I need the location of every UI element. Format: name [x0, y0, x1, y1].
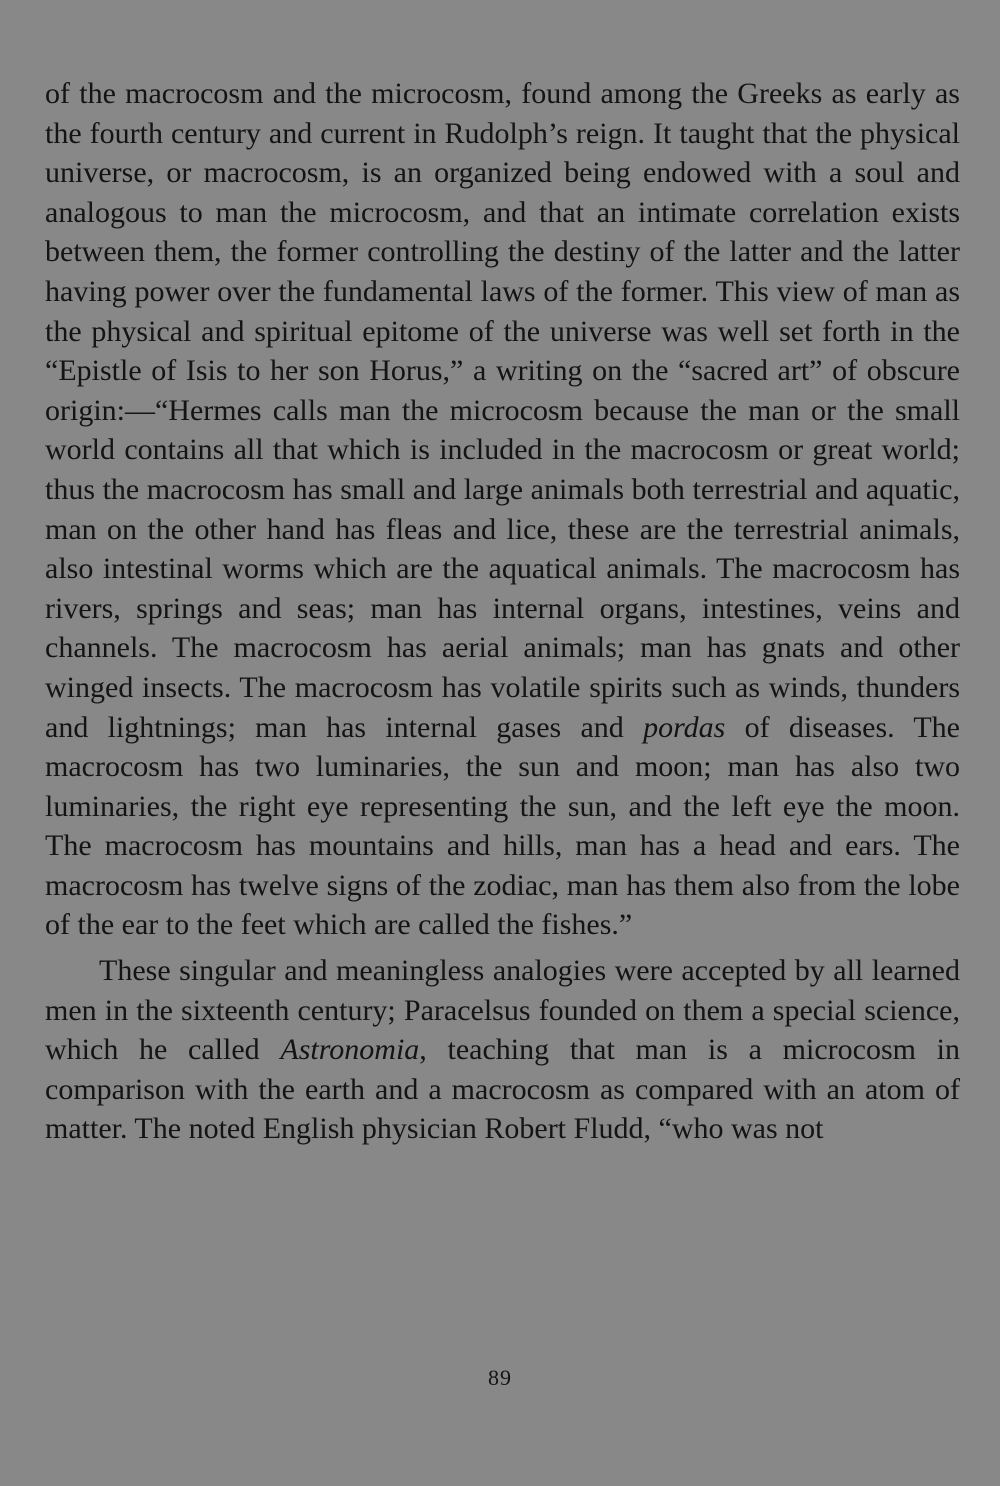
paragraph-2 [45, 951, 960, 1149]
paragraph-2-text-2: , teaching that man is a microcosm in comparison with the earth and a macrocosm as compared with an atom of matter. The noted English physician Robert Fludd, “who was not [45, 1033, 960, 1146]
page-number: 89 [488, 1365, 512, 1390]
paragraph-1-text-2: of diseases. The macrocosm has two luminaries, the sun and moon; man has also two luminaries, the right eye representing the sun, and the left eye the moon. The macrocosm has mountains and hills, man has a head and ears. The macrocosm has twelve signs of the zodiac, man has them also from the lobe of the ear to the feet which are called the fishes.” [45, 710, 960, 942]
paragraph-1-italic-pordas: pordas [643, 710, 726, 744]
paragraph-2-italic-astronomia: Astronomia [280, 1033, 420, 1067]
book-page-text [45, 74, 960, 1149]
paragraph-1-text-1: of the macrocosm and the microcosm, found among the Greeks as early as the fourth century and current in Rudolph’s reign. It taught that the physical universe, or macrocosm, is an organized being endowed with a soul and analogous to man the microcosm, and that an intimate correlation exists between them, the former controlling the destiny of the latter and the latter having power over the fundamental laws of the former. This view of man as the physical and spiritual epitome of the universe was well set forth in the “Epistle of Isis to her son Horus,” a writing on the “sacred art” of obscure origin:—“Hermes calls man the microcosm because the man or the small world contains all that which is included in the macrocosm or great world; thus the macrocosm has small and large animals both terrestrial and aquatic, man on the other hand has fleas and lice, these are the terrestrial animals, also intestinal worms which are the aquatical animals. The macrocosm has rivers, springs and seas; man has internal organs, intestines, veins and channels. The macrocosm has aerial animals; man has gnats and other winged insects. The macrocosm has volatile spirits such as winds, thunders and lightnings; man has internal gases and [45, 77, 960, 744]
paragraph-2-text-1: These singular and meaningless analogies were accepted by all learned men in the sixteenth century; Paracelsus founded on them a special science, which he called [45, 954, 960, 1067]
paragraph-1 [45, 74, 960, 945]
